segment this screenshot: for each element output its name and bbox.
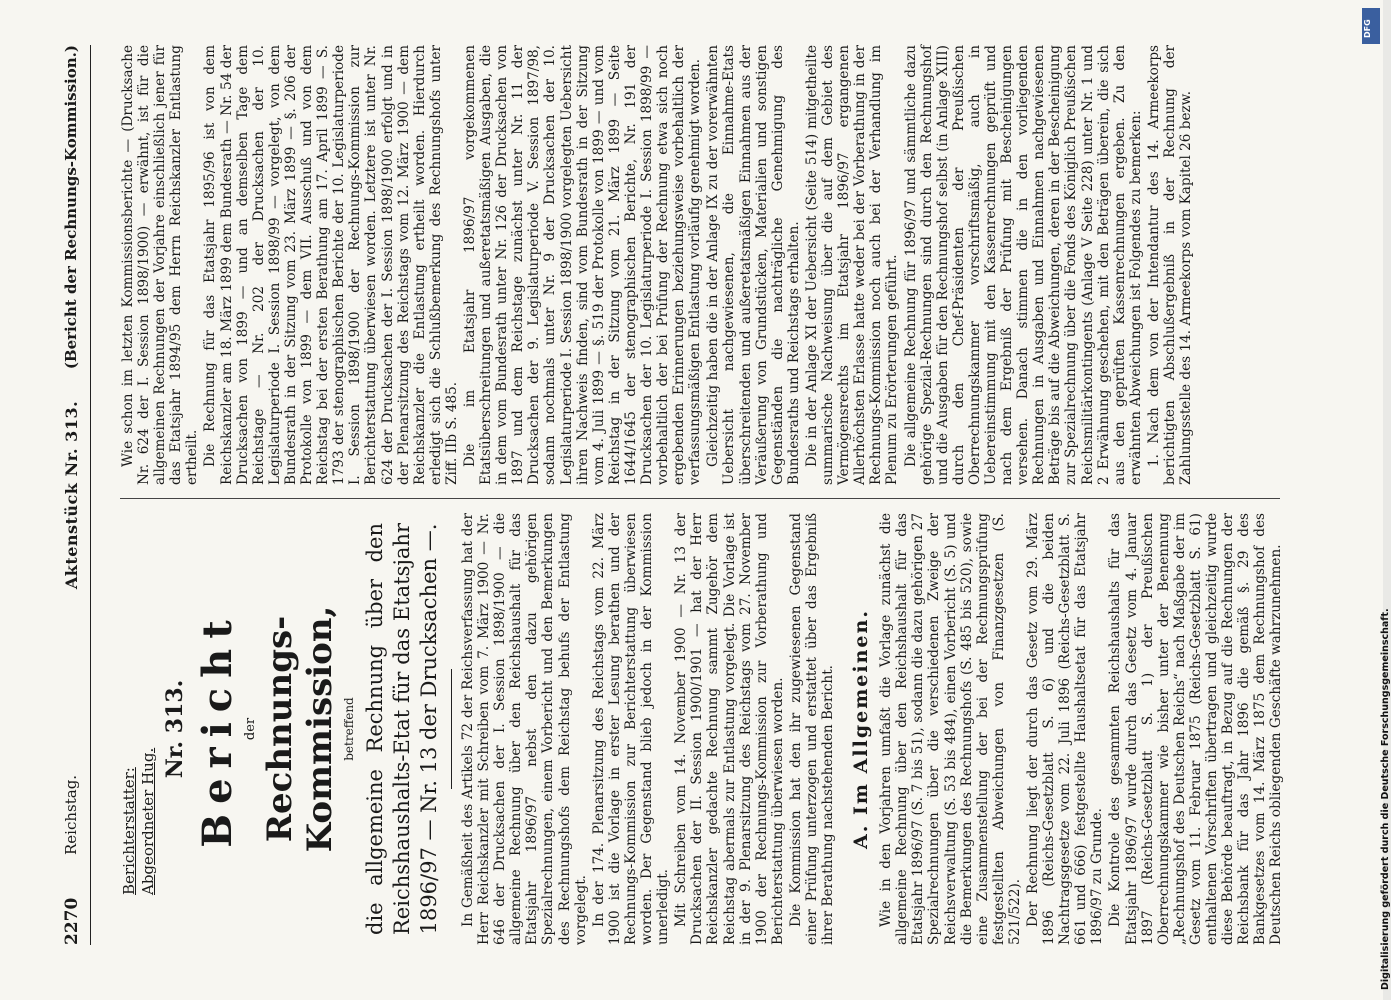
running-head-center: Aktenstück Nr. 313. bbox=[62, 400, 81, 590]
paragraph: Mit Schreiben vom 14. November 1900 — Nr. 13 der Drucksachen der II. Session 1900/1901 — hat der Herr Reichskanzler gedachte Rechnung sammt Zugehör dem Reichstag abermals zur Entlastung vorgelegt. Die Vorlage ist in der 9. Plenarsitzung des Reichstags vom 27. November 1900 der Rechnungs-Kommission zur Vorberathung und Berichterstattung überwiesen worden. bbox=[673, 513, 786, 945]
section-heading: A. Im Allgemeinen. bbox=[850, 609, 873, 849]
document-number: Nr. 313. bbox=[162, 679, 188, 779]
dfg-badge-text: DFG bbox=[1363, 19, 1372, 38]
column-divider bbox=[120, 498, 1280, 499]
reporter-block bbox=[120, 513, 158, 895]
paragraph: Die im Etatsjahr 1896/97 vorgekommenen Etatsüberschreitungen und außeretatsmäßigen Ausgaben, die in dem vom Bundesrath unter Nr. 126 der Drucksachen von 1897 und dem Reichstage zunächst unter Nr. 11 der Drucksachen der 9. Legislaturperiode V. Session 1897/98, sodann nochmals unter Nr. 9 der Drucksachen der 10. Legislaturperiode I. Session 1898/1900 vorgelegten Uebersicht ihren Nachweis finden, sind vom Bundesrath in der Sitzung vom 4. Juli 1899 — §. 519 der Protokolle von 1899 — und vom Reichstag in der Sitzung vom 21. März 1899 — Seite 1644/1645 der stenographischen Berichte, Nr. 191 der Drucksachen der 10. Legislaturperiode I. Session 1898/99 — vorbehaltlich der bei Prüfung der Rechnung etwa sich noch ergebenden Erinnerungen beziehungsweise vorbehaltlich der verfassungsmäßigen Entlastung vorläufig genehmigt worden. bbox=[461, 45, 704, 485]
reporter-name: Abgeordneter Hug. bbox=[139, 747, 157, 895]
rotated-page bbox=[60, 45, 1300, 945]
running-head-left: Reichstag. bbox=[62, 774, 80, 855]
paragraph: Die allgemeine Rechnung für 1896/97 und sämmtliche dazu gehörige Spezial-Rechnungen sind durch den Rechnungshof und die Ausgaben für den Rechnungshof selbst (in Anlage XIII) durch den Chef-Präsidenten der Preußischen Oberrechnungskammer vorschriftsmäßig, auch in Uebereinstimmung mit den Kassenrechnungen geprüft und nach dem Ergebniß der Prüfung mit Bescheinigungen versehen. Danach stimmen die in den vorliegenden Rechnungen in Ausgaben und Einnahmen nachgewiesenen Beträge bis auf die Abweichungen, deren in der Bescheinigung zur Spezialrechnung über die Fonds des Königlich Preußischen Reichsmilitärkontingents (Anlage V Seite 228) unter Nr. 1 und 2 Erwähnung geschehen, mit den Beträgen überein, die sich aus den geprüften Kassenrechnungen ergeben. Zu den erwähnten Abweichungen ist Folgendes zu bemerken: bbox=[902, 45, 1144, 485]
page-title: Bericht bbox=[194, 610, 241, 848]
paragraph: Der Rechnung liegt der durch das Gesetz vom 29. März 1896 (Reichs-Gesetzblatt S. 6) und die beiden Nachtragsgesetze vom 22. Juli 1896 (Reichs-Gesetzblatt S. 661 und 666) festgestellte Haushaltsetat für das Etatsjahr 1896/97 zu Grunde. bbox=[1025, 513, 1106, 945]
title-der: der bbox=[243, 717, 258, 741]
paragraph: In Gemäßheit des Artikels 72 der Reichsverfassung hat der Herr Reichskanzler mit Schreiben vom 7. März 1900 — Nr. 646 der Drucksachen der I. Session 1898/1900 — die allgemeine Rechnung über den Reichshaushalt für das Etatsjahr 1896/97 nebst den dazu gehörigen Spezialrechnungen, einem Vorbericht und den Bemerkungen des Rechnungshofs dem Reichstag behufs der Entlastung vorgelegt. bbox=[460, 513, 589, 945]
title-betreffend: betreffend bbox=[342, 697, 356, 761]
title-commission: Rechnungs-Kommission, bbox=[260, 605, 340, 853]
paragraph: Wie in den Vorjahren umfaßt die Vorlage zunächst die allgemeine Rechnung über den Reichshaushalt für das Etatsjahr 1896/97 (S. 7 bis 51), sodann die dazu gehörigen 27 Spezialrechnungen über die verschiedenen Zweige der Reichsverwaltung (S. 53 bis 484), einen Vorbericht (S. 5) und die Bemerkungen des Rechnungshofs (S. 485 bis 520), sowie eine Zusammenstellung der bei der Rechnungsprüfung festgestellten Abweichungen von Finanzgesetzen (S. 521/522). bbox=[878, 513, 1023, 945]
running-head-right: (Bericht der Rechnungs-Kommission.) bbox=[62, 45, 80, 370]
paragraph: Gleichzeitig haben die in der Anlage IX zu der vorerwähnten Uebersicht nachgewiesenen, die Einnahme-Etats überschreitenden und außeretatsmäßigen Einnahmen aus der Veräußerung von Grundstücken, Materialien und sonstigen Gegenständen die nachträgliche Genehmigung des Bundesraths und Reichstags erhalten. bbox=[705, 45, 802, 485]
dfg-logo bbox=[1362, 8, 1380, 44]
paragraph: Die Kontrole des gesammten Reichshaushalts für das Etatsjahr 1896/97 wurde durch das Gesetz vom 4. Januar 1897 (Reichs-Gesetzblatt S. 1) der Preußischen Oberrechnungskammer wie bisher unter der Benennung „Rechnungshof des Deutschen Reichs“ nach Maßgabe der im Gesetz vom 11. Februar 1875 (Reichs-Gesetzblatt S. 61) enthaltenen Vorschriften übertragen und gleichzeitig wurde diese Behörde beauftragt, in Bezug auf die Rechnungen der Reichsbank für das Jahr 1896 die gemäß §. 29 des Bankgesetzes vom 14. März 1875 dem Rechnungshof des Deutschen Reichs obliegenden Geschäfte wahrzunehmen. bbox=[1107, 513, 1285, 945]
paragraph: Die in der Anlage XI der Uebersicht (Seite 514) mitgetheilte summarische Nachweisung über die auf dem Gebiet des Vermögensrechts im Etatsjahr 1896/97 ergangenen Allerhöchsten Erlasse hatte weder bei der Vorberathung in der Rechnungs-Kommission noch auch bei der Verhandlung im Plenum zu Erörterungen geführt. bbox=[803, 45, 901, 485]
paragraph: Die Kommission hat den ihr zugewiesenen Gegenstand einer Prüfung unterzogen und erstattet über das Ergebniß ihrer Berathung nachstehenden Bericht. bbox=[787, 513, 837, 945]
title-subject: die allgemeine Rechnung über den Reichshaushalts-Etat für das Etatsjahr 1896/97 — Nr. 13 der Drucksachen —. bbox=[363, 523, 441, 935]
paragraph: Die Rechnung für das Etatsjahr 1895/96 ist von dem Reichskanzler am 18. März 1899 dem Bundesrath — Nr. 54 der Drucksachen von 1899 — und an demselben Tage dem Reichstage — Nr. 202 der Drucksachen der 10. Legislaturperiode I. Session 1898/99 — vorgelegt, von dem Bundesrath in der Sitzung vom 23. März 1899 — §. 206 der Protokolle von 1899 — dem VII. Ausschuß und von dem Reichstag bei der ersten Berathung am 17. April 1899 — S. 1793 der stenographischen Berichte der 10. Legislaturperiode I. Session 1898/1900 der Rechnungs-Kommission zur Berichterstattung überwiesen worden. Letztere ist unter Nr. 624 der Drucksachen der I. Session 1898/1900 erfolgt und in der Plenarsitzung des Reichstags vom 12. März 1900 — dem Reichskanzler die Entlastung ertheilt worden. Hierdurch erledigt sich die Schlußbemerkung des Rechnungshofs unter Ziff. IIb S. 485. bbox=[202, 45, 460, 485]
paragraph: In der 174. Plenarsitzung des Reichstags vom 22. März 1900 ist die Vorlage in erster Lesung berathen und der Rechnungs-Kommission zur Berichterstattung überwiesen worden. Der Gegenstand blieb jedoch in der Kommission unerledigt. bbox=[590, 513, 672, 945]
title-rule bbox=[451, 669, 452, 789]
running-head bbox=[60, 45, 84, 945]
paragraph: 1. Nach dem von der Intendantur des 14. Armeekorps berichtigten Abschlußergebniß in der Rechnung der Zahlungsstelle des 14. Armeekorps vom Kapitel 26 bezw. bbox=[1145, 45, 1195, 485]
paragraph: Wie schon im letzten Kommissionsberichte — (Drucksache Nr. 624 der I. Session 1898/1900) — erwähnt, ist für die allgemeinen Rechnungen der Vorjahre einschließlich jener für das Etatsjahr 1894/95 dem Herrn Reichskanzler Entlastung ertheilt. bbox=[120, 45, 201, 485]
head-rule bbox=[90, 45, 91, 945]
reporter-label: Berichterstatter: bbox=[120, 767, 138, 895]
digitization-note: Digitalisierung gefördert durch die Deutsche Forschungsgemeinschaft. bbox=[1380, 608, 1391, 990]
column-right bbox=[120, 45, 1290, 485]
column-left bbox=[120, 513, 1290, 945]
page-number: 2270 bbox=[62, 897, 82, 945]
